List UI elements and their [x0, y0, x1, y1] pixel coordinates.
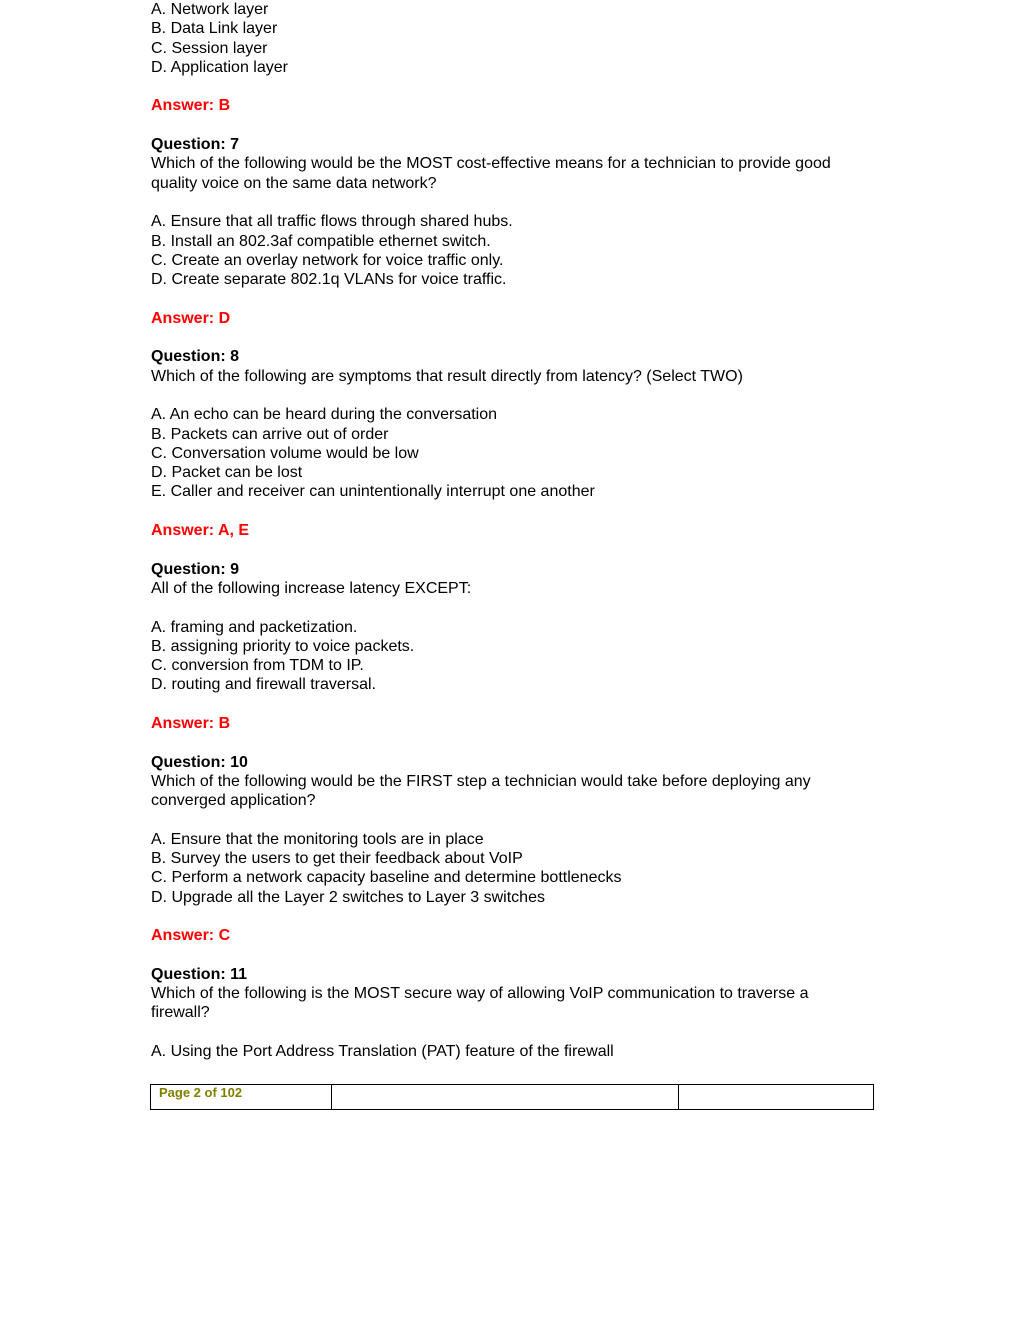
option-text: D. Upgrade all the Layer 2 switches to Layer 3 switches — [151, 888, 545, 906]
answer-text: Answer: C — [151, 927, 231, 945]
footer-cell-right — [679, 1085, 874, 1110]
answer-text: Answer: D — [151, 309, 231, 327]
option-text: E. Caller and receiver can unintentionally interrupt one another — [151, 483, 595, 501]
question-title: Question: 11 — [151, 965, 248, 983]
question-text: All of the following increase latency EXCEPT: — [151, 579, 472, 597]
answer-text: Answer: A, E — [151, 522, 250, 540]
question-title: Question: 7 — [151, 136, 240, 154]
option-text: D. Application layer — [151, 58, 288, 76]
question-text: Which of the following would be the FIRST step a technician would take before deploying any — [151, 772, 811, 790]
question-title: Question: 10 — [151, 753, 248, 771]
page-footer — [150, 1084, 874, 1110]
answer-text: Answer: B — [151, 97, 231, 115]
option-text: A. framing and packetization. — [151, 618, 358, 636]
option-text: B. Packets can arrive out of order — [151, 425, 389, 443]
option-text: C. Session layer — [151, 39, 268, 57]
option-text: C. Create an overlay network for voice traffic only. — [151, 251, 504, 269]
question-text: quality voice on the same data network? — [151, 174, 437, 192]
option-text: B. Data Link layer — [151, 20, 278, 38]
document-body — [151, 0, 881, 1061]
footer-cell-middle — [332, 1085, 679, 1110]
option-text: C. Conversation volume would be low — [151, 444, 419, 462]
option-text: C. conversion from TDM to IP. — [151, 657, 364, 675]
question-text: Which of the following would be the MOST cost-effective means for a technician to provide good — [151, 155, 831, 173]
option-text: A. Network layer — [151, 1, 269, 18]
question-text: Which of the following is the MOST secure way of allowing VoIP communication to traverse a — [151, 985, 809, 1003]
question-title: Question: 8 — [151, 348, 240, 366]
question-text: firewall? — [151, 1004, 210, 1022]
option-text: D. Create separate 802.1q VLANs for voice traffic. — [151, 271, 507, 289]
answer-text: Answer: B — [151, 714, 231, 732]
question-text: Which of the following are symptoms that result directly from latency? (Select TWO) — [151, 367, 743, 385]
option-text: A. Ensure that the monitoring tools are in place — [151, 830, 484, 848]
option-text: A. Using the Port Address Translation (PAT) feature of the firewall — [151, 1043, 614, 1061]
page-number: Page 2 of 102 — [151, 1085, 332, 1110]
question-text: converged application? — [151, 792, 316, 810]
option-text: A. An echo can be heard during the conversation — [151, 406, 498, 424]
option-text: D. routing and firewall traversal. — [151, 676, 376, 694]
question-title: Question: 9 — [151, 560, 240, 578]
option-text: B. Install an 802.3af compatible ethernet switch. — [151, 232, 491, 250]
option-text: C. Perform a network capacity baseline and determine bottlenecks — [151, 869, 622, 887]
option-text: A. Ensure that all traffic flows through shared hubs. — [151, 213, 513, 231]
option-text: B. assigning priority to voice packets. — [151, 637, 415, 655]
option-text: D. Packet can be lost — [151, 464, 303, 482]
option-text: B. Survey the users to get their feedback about VoIP — [151, 850, 523, 868]
